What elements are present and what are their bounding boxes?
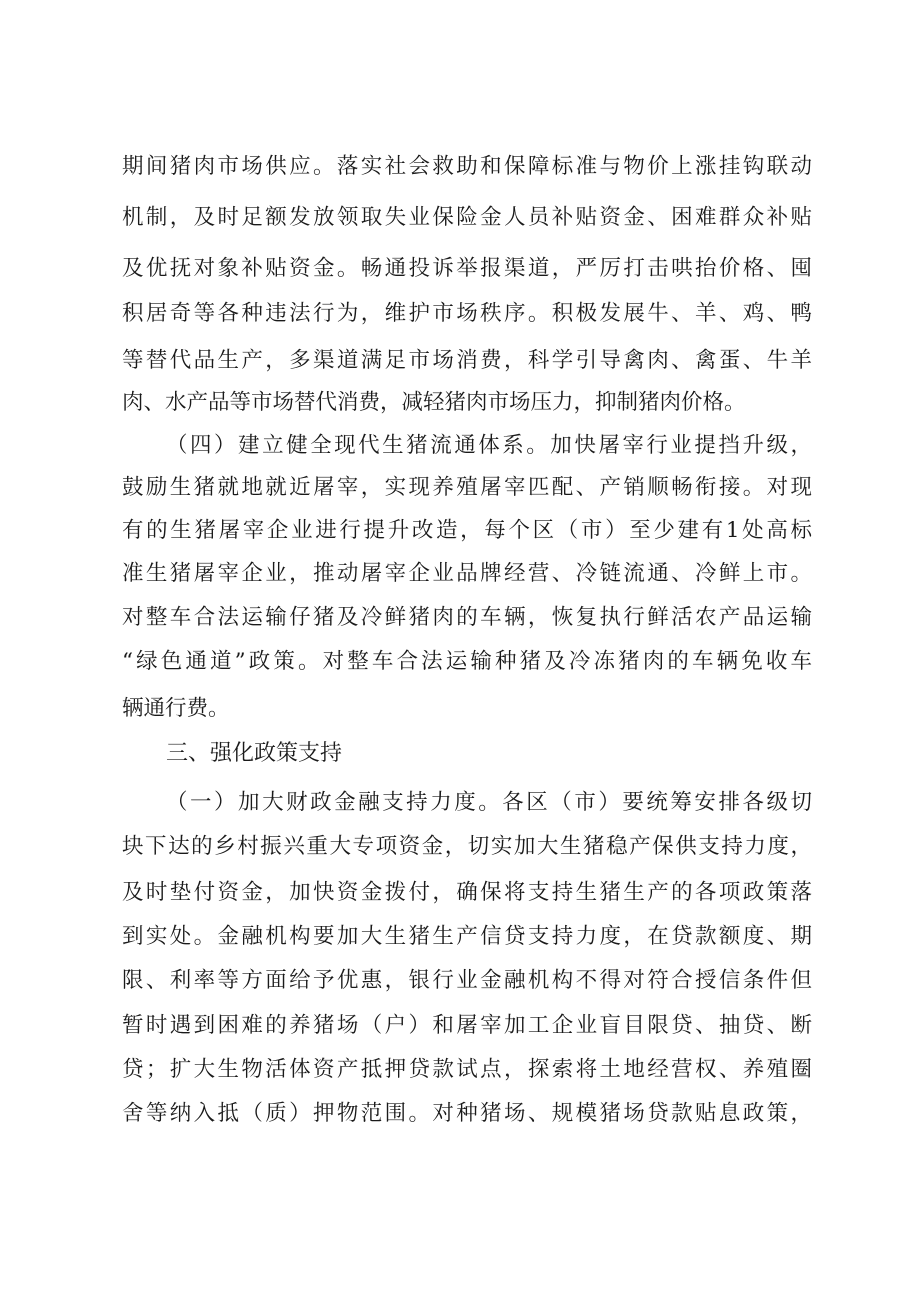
- text-line: 及时垫付资金，加快资金拨付，确保将支持生猪生产的各项政策落: [122, 880, 812, 905]
- text-line: 准生猪屠宰企业，推动屠宰企业品牌经营、冷链流通、冷鲜上市。: [122, 561, 812, 586]
- text-line: 限、利率等方面给予优惠，银行业金融机构不得对符合授信条件但: [122, 968, 812, 993]
- text-line: 暂时遇到困难的养猪场（户）和屠宰加工企业盲目限贷、抽贷、断: [122, 1013, 812, 1038]
- text-line: 鼓励生猪就地就近屠宰，实现养殖屠宰匹配、产销顺畅衔接。对现: [122, 475, 812, 500]
- text-line: 有的生猪屠宰企业进行提升改造，每个区（市）至少建有1处高标: [122, 518, 812, 543]
- text-line: 块下达的乡村振兴重大专项资金，切实加大生猪稳产保供支持力度，: [122, 834, 812, 859]
- section-heading: 三、强化政策支持: [166, 741, 343, 766]
- text-line: 对整车合法运输仔猪及冷鲜猪肉的车辆，恢复执行鲜活农产品运输: [122, 605, 812, 630]
- text-line: 舍等纳入抵（质）押物范围。对种猪场、规模猪场贷款贴息政策，: [122, 1101, 812, 1126]
- text-line: （一）加大财政金融支持力度。各区（市）要统筹安排各级切: [166, 790, 812, 815]
- text-line: 肉、水产品等市场替代消费，减轻猪肉市场压力，抑制猪肉价格。: [122, 390, 746, 415]
- text-line: 贷；扩大生物活体资产抵押贷款试点，探索将土地经营权、养殖圈: [122, 1057, 812, 1082]
- text-line: 及优抚对象补贴资金。畅通投诉举报渠道，严厉打击哄抬价格、囤: [122, 256, 812, 281]
- text-line: 到实处。金融机构要加大生猪生产信贷支持力度，在贷款额度、期: [122, 924, 812, 949]
- text-line: 等替代品生产，多渠道满足市场消费，科学引导禽肉、禽蛋、牛羊: [122, 348, 812, 373]
- text-line: 期间猪肉市场供应。落实社会救助和保障标准与物价上涨挂钩联动: [122, 154, 812, 179]
- text-line: 辆通行费。: [122, 696, 230, 721]
- text-line: 机制，及时足额发放领取失业保险金人员补贴资金、困难群众补贴: [122, 205, 812, 230]
- text-line: “绿色通道”政策。对整车合法运输种猪及冷冻猪肉的车辆免收车: [122, 649, 812, 674]
- text-line: 积居奇等各种违法行为，维护市场秩序。积极发展牛、羊、鸡、鸭: [122, 301, 812, 326]
- text-line: （四）建立健全现代生猪流通体系。加快屠宰行业提挡升级，: [166, 433, 812, 458]
